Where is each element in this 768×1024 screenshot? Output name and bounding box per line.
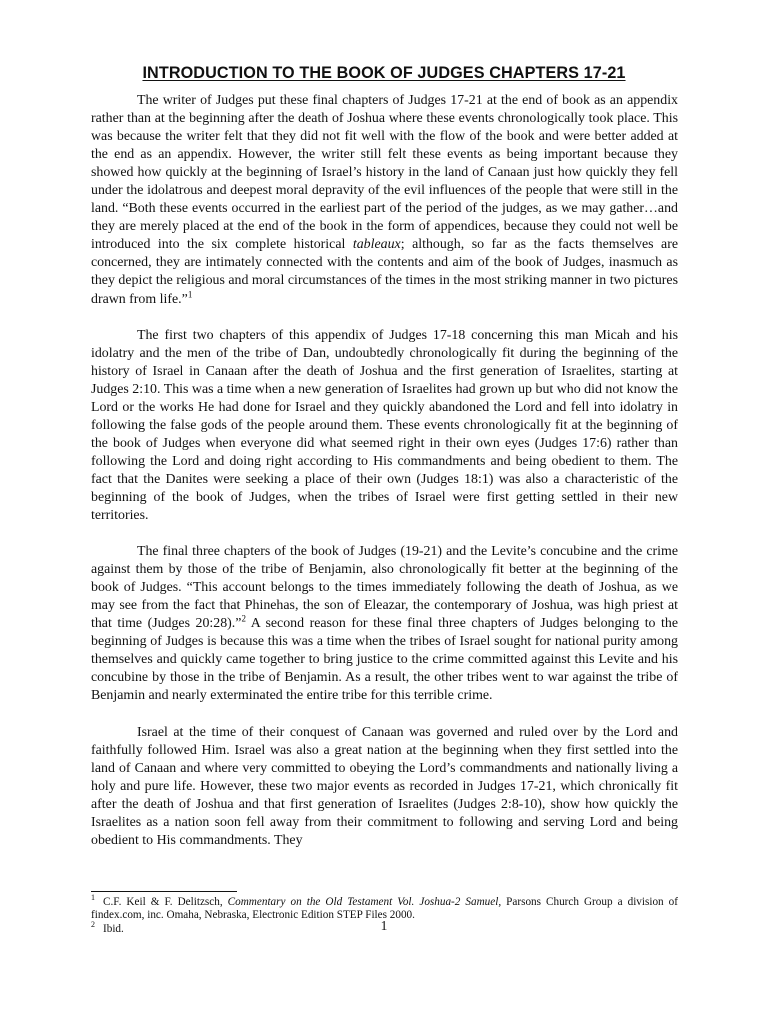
footnote-ref-1[interactable]: 1 [187,288,193,299]
footnote-book-title: Commentary on the Old Testament Vol. Joshua-2 Samuel, [227,896,502,908]
paragraph-4: Israel at the time of their conquest of Canaan was governed and ruled over by the Lord and faithfully followed Him. Israel was also a great nation at the beginning when they first settled into the land of Canaan and where very committed to obeying the Lord’s commandments and nationally living a holy and pure life. However, these two major events as recorded in Judges 17-21, which chronically fit after the death of Joshua and that first generation of Israelites (Judges 2:8-10), show how quickly the Israelites as a nation soon fell away from their commitment to following and serving Lord and being obedient to His commandments. They [91,724,678,848]
footnote-text: Ibid. [103,922,124,935]
footnote-number: 1 [91,893,95,903]
paragraph-3-text: The final three chapters of the book of Judges (19-21) and the Levite’s concubine and the crime against them by those of the tribe of Benjamin, also chronologically fit better at the beginning of the book of Judges. “This account belongs to the times immediately following the death of Joshua, as we may see from the fact that Phinehas, the son of Eleazar, the contemporary of Joshua, was high priest at that time (Judges 20:28).” [91,544,678,632]
paragraph-3 [91,543,678,705]
paragraph-2: The first two chapters of this appendix of Judges 17-18 concerning this man Micah and his idolatry and the men of the tribe of Dan, undoubtedly chronologically fit during the beginning of the history of Israel in Canaan after the death of Joshua and the first generation of Israelites, starting at Judges 2:10. This was a time when a new generation of Israelites had grown up but who did not know the Lord or the works He had done for Israel and they quickly abandoned the Lord and fell into idolatry in following the false gods of the people around them. These events chronologically fit at the beginning of the book of Judges when everyone did what seemed right in their own eyes (Judges 17:6) rather than following the Lord and doing right according to His commandments and being obedient to them. The fact that the Danites were seeking a place of their own (Judges 18:1) was also a characteristic of the beginning of the book of Judges, when the tribes of Israel were first getting settled in their new territories. [91,327,678,524]
page-title: INTRODUCTION TO THE BOOK OF JUDGES CHAPTERS 17-21 [142,64,626,82]
paragraph-1 [91,92,678,309]
page-number: 1 [380,918,388,933]
paragraph-1-text: The writer of Judges put these final chapters of Judges 17-21 at the end of book as an appendix rather than at the beginning after the death of Joshua where these events chronologically took place. This was because the writer felt that they did not fit well with the flow of the book and were better added at the end as an appendix. However, the writer still felt these events as being important because they showed how quickly at the beginning of Israel’s history in the land of Canaan just how quickly they fell under the idolatrous and deepest moral depravity of the evil influences of the people that were still in the land. “Both these events occurred in the earliest part of the period of the judges, as we may gather…and they are merely placed at the end of the book in the form of appendices, because they could not well be introduced into the six complete historical [91,93,678,253]
footnote-text-cont: Parsons Church Group a division of findex.com, inc. Omaha, Nebraska, Electronic Edition STEP Files 2000. [91,896,679,922]
footnote-text: C.F. Keil & F. Delitzsch, [103,896,228,908]
footnote-number: 2 [91,920,95,930]
italic-term: tableaux [352,237,401,253]
body-text [91,92,678,850]
footnote-ref-2[interactable]: 2 [241,613,246,624]
footnote-separator [91,891,237,892]
paragraph-1-text-cont: ; although, so far as the facts themselves are concerned, they are intimately connected with the contents and aim of the book of Judges, inasmuch as they depict the religious and moral circumstances of the times in the most striking manner in two pictures drawn from life.” [91,237,678,307]
paragraph-3-text-cont: A second reason for these final three chapters of Judges belonging to the beginning of Judges is because this was a time when the tribes of Israel sought for national purity among themselves and quickly came together to bring justice to the crime committed against this Levite and his concubine by those in the tribe of Benjamin. As a result, the other tribes went to war against the tribe of Benjamin and nearly exterminated the entire tribe for this terrible crime. [91,616,678,704]
